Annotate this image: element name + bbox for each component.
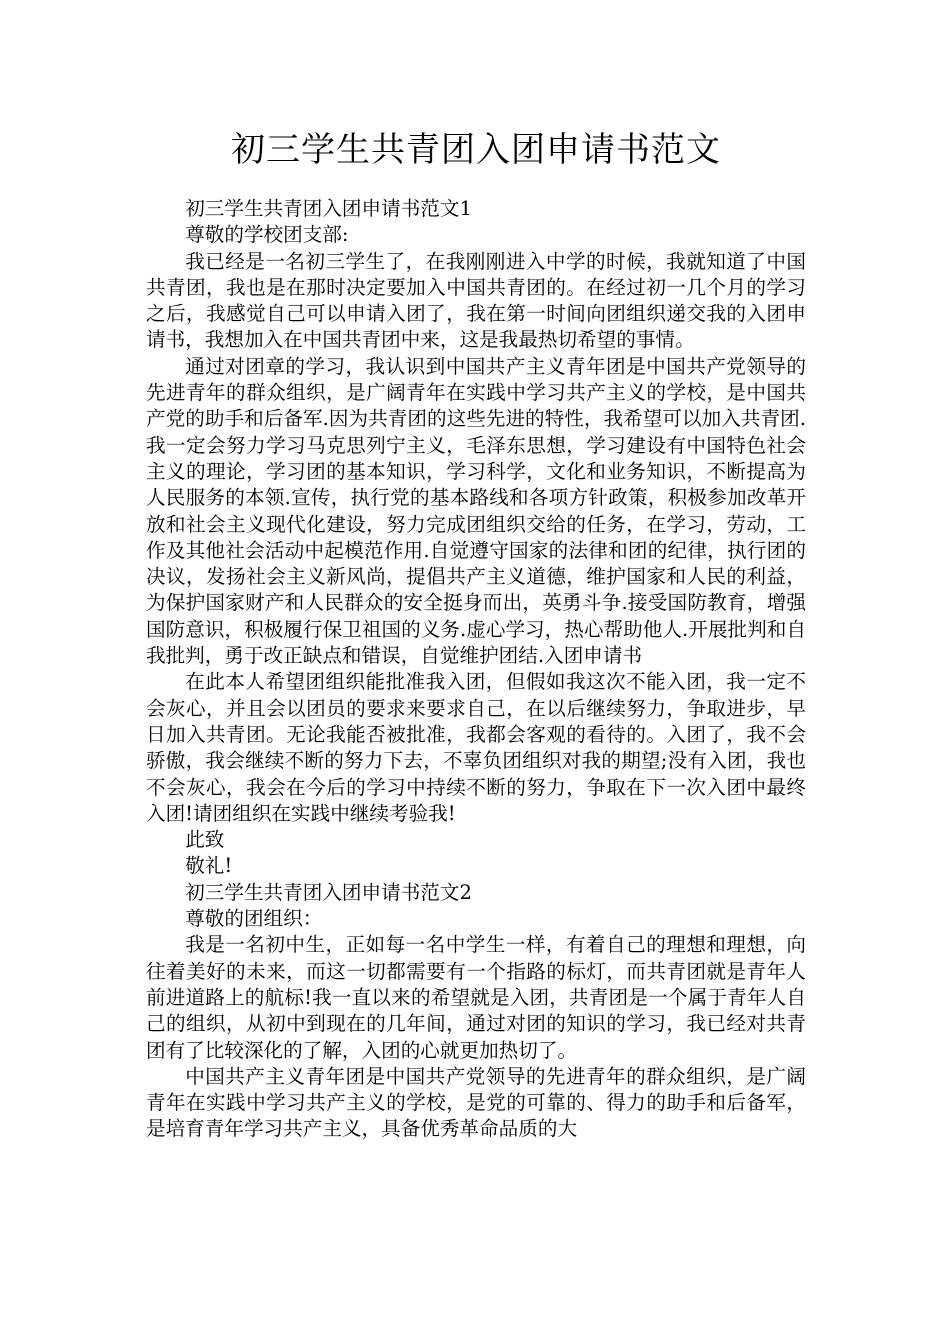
document-title: 初三学生共青团入团申请书范文 — [231, 130, 721, 170]
body-paragraph: 通过对团章的学习，我认识到中国共产主义青年团是中国共产党领导的先进青年的群众组织，是广阔青年在实践中学习共产主义的学校，是中国共产党的助手和后备军.因为共青团的这些先进的特性，我希望可以加入共青团.我一定会努力学习马克思列宁主义，毛泽东思想，学习建设有中国特色社会主义的理论，学习团的基本知识，学习科学，文化和业务知识，不断提高为人民服务的本领.宣传，执行党的基本路线和各项方针政策，积极参加改革开放和社会主义现代化建设，努力完成团组织交给的任务，在学习，劳动，工作及其他社会活动中起模范作用.自觉遵守国家的法律和团的纪律，执行团的决议，发扬社会主义新风尚，提倡共产主义道德，维护国家和人民的利益，为保护国家财产和人民群众的安全挺身而出，英勇斗争.接受国防教育，增强国防意识，积极履行保卫祖国的义务.虚心学习，热心帮助他人.开展批判和自我批判，勇于改正缺点和错误，自觉维护团结.入团申请书 — [146, 354, 806, 668]
closing-line: 敬礼! — [185, 854, 233, 878]
body-paragraph: 我是一名初中生，正如每一名中学生一样，有着自己的理想和理想，向往着美好的未来，而这一切都需要有一个指路的标灯，而共青团就是青年人前进道路上的航标!我一直以来的希望就是入团，共青团是一个属于青年人自己的组织，从初中到现在的几年间，通过对团的知识的学习，我已经对共青团有了比较深化的了解，入团的心就更加热切了。 — [146, 933, 806, 1062]
body-paragraph: 我已经是一名初三学生了，在我刚刚进入中学的时候，我就知道了中国共青团，我也是在那时决定要加入中国共青团的。在经过初一几个月的学习之后，我感觉自己可以申请入团了，我在第一时间向团组织递交我的入团申请书，我想加入在中国共青团中来，这是我最热切希望的事情。 — [146, 249, 806, 352]
salutation-1: 尊敬的学校团支部: — [185, 223, 349, 247]
section-heading-1: 初三学生共青团入团申请书范文1 — [185, 197, 472, 220]
closing-line: 此致 — [185, 828, 225, 852]
salutation-2: 尊敬的团组织： — [185, 907, 323, 931]
section-heading-2: 初三学生共青团入团申请书范文2 — [185, 880, 472, 904]
body-paragraph: 在此本人希望团组织能批准我入团，但假如我这次不能入团，我一定不会灰心，并且会以团员的要求来要求自己，在以后继续努力，争取进步，早日加入共青团。无论我能否被批准，我都会客观的看待的。入团了，我不会骄傲，我会继续不断的努力下去，不辜负团组织对我的期望;没有入团，我也不会灰心，我会在今后的学习中持续不断的努力，争取在下一次入团中最终入团!请团组织在实践中继续考验我! — [146, 670, 806, 825]
document-body — [146, 196, 806, 1143]
body-paragraph: 中国共产主义青年团是中国共产党领导的先进青年的群众组织，是广阔青年在实践中学习共产主义的学校，是党的可靠的、得力的助手和后备军，是培育青年学习共产主义，具备优秀革命品质的大 — [146, 1064, 806, 1141]
document-page — [146, 124, 806, 1143]
